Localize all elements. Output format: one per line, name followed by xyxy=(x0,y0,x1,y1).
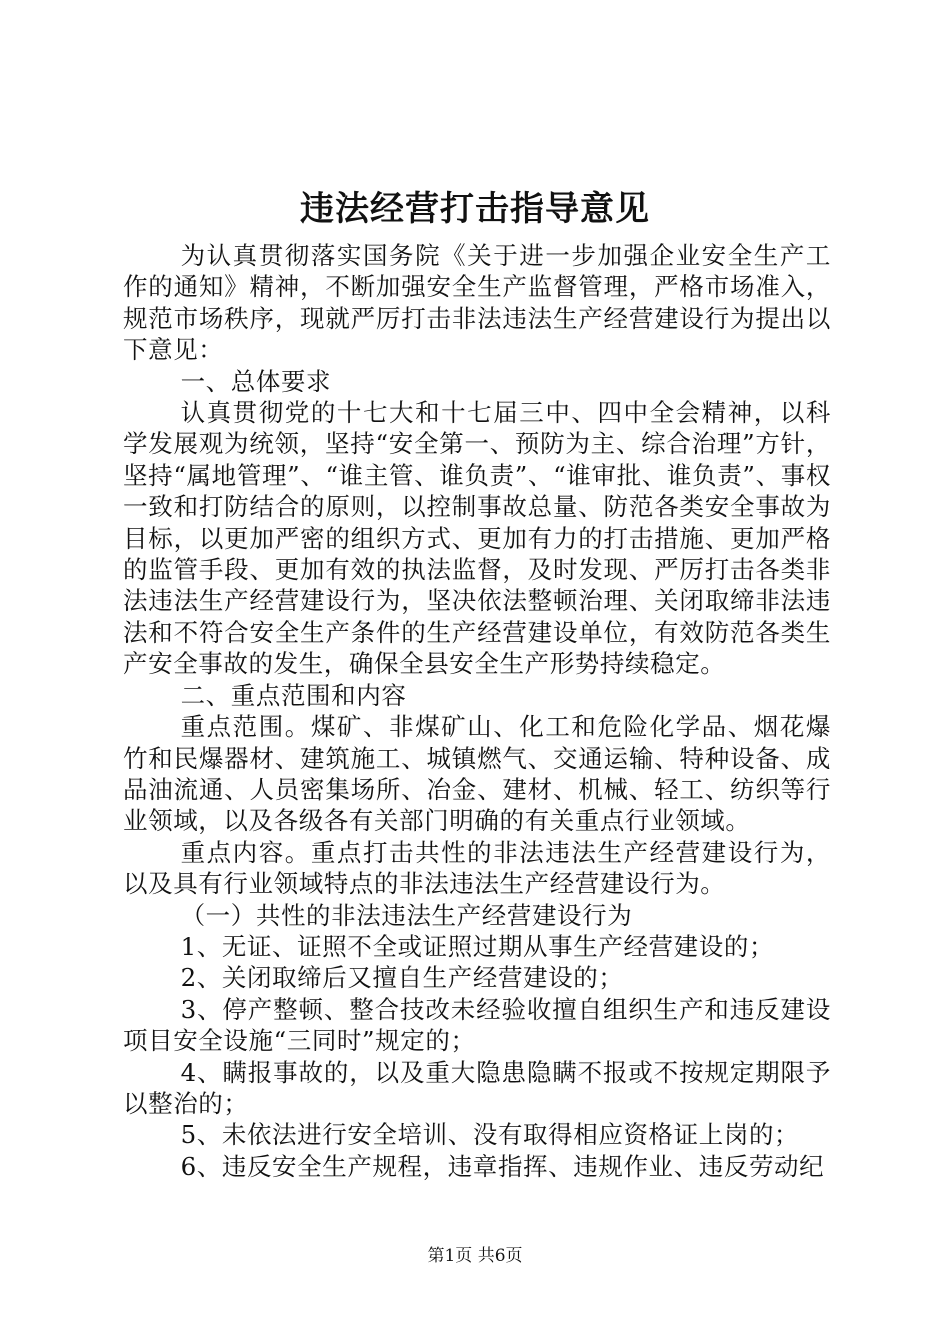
paragraph-key-scope: 重点范围。煤矿、非煤矿山、化工和危险化学品、烟花爆竹和民爆器材、建筑施工、城镇燃气、交通运输、特种设备、成品油流通、人员密集场所、冶金、建材、机械、轻工、纺织等行业领域，以及各级各有关部门明确的有关重点行业领域。 xyxy=(123,712,831,836)
list-item-6: 6、违反安全生产规程，违章指挥、违规作业、违反劳动纪 xyxy=(180,1151,825,1181)
list-item-1: 1、无证、证照不全或证照过期从事生产经营建设的； xyxy=(180,931,775,961)
section-heading-2: 二、重点范围和内容 xyxy=(180,680,407,710)
section-heading-1: 一、总体要求 xyxy=(180,366,332,396)
paragraph-general-requirements: 认真贯彻党的十七大和十七届三中、四中全会精神，以科学发展观为统领，坚持“安全第一、预防为主、综合治理”方针，坚持“属地管理”、“谁主管、谁负责”、“谁审批、谁负责”、事权一致和打防结合的原则，以控制事故总量、防范各类安全事故为目标，以更加严密的组织方式、更加有力的打击措施、更加严格的监管手段、更加有效的执法监督，及时发现、严厉打击各类非法违法生产经营建设行为，坚决依法整顿治理、关闭取缔非法违法和不符合安全生产条件的生产经营建设单位，有效防范各类生产安全事故的发生，确保全县安全生产形势持续稳定。 xyxy=(123,398,831,679)
document-title: 违法经营打击指导意见 xyxy=(300,189,650,229)
paragraph-key-content: 重点内容。重点打击共性的非法违法生产经营建设行为，以及具有行业领域特点的非法违法生产经营建设行为。 xyxy=(123,837,831,899)
list-item-3: 3、停产整顿、整合技改未经验收擅自组织生产和违反建设项目安全设施“三同时”规定的； xyxy=(123,994,831,1056)
list-item-2: 2、关闭取缔后又擅自生产经营建设的； xyxy=(180,963,624,993)
list-item-4: 4、瞒报事故的，以及重大隐患隐瞒不报或不按规定期限予以整治的； xyxy=(123,1057,831,1118)
subsection-heading-1: （一）共性的非法违法生产经营建设行为 xyxy=(180,900,633,930)
paragraph-intro: 为认真贯彻落实国务院《关于进一步加强企业安全生产工作的通知》精神，不断加强安全生产监督管理，严格市场准入，规范市场秩序，现就严厉打击非法违法生产经营建设行为提出以下意见： xyxy=(123,241,831,365)
page-number-footer: 第1页 共6页 xyxy=(427,1246,523,1266)
list-item-5: 5、未依法进行安全培训、没有取得相应资格证上岗的； xyxy=(180,1120,800,1150)
document-body xyxy=(123,240,831,1182)
